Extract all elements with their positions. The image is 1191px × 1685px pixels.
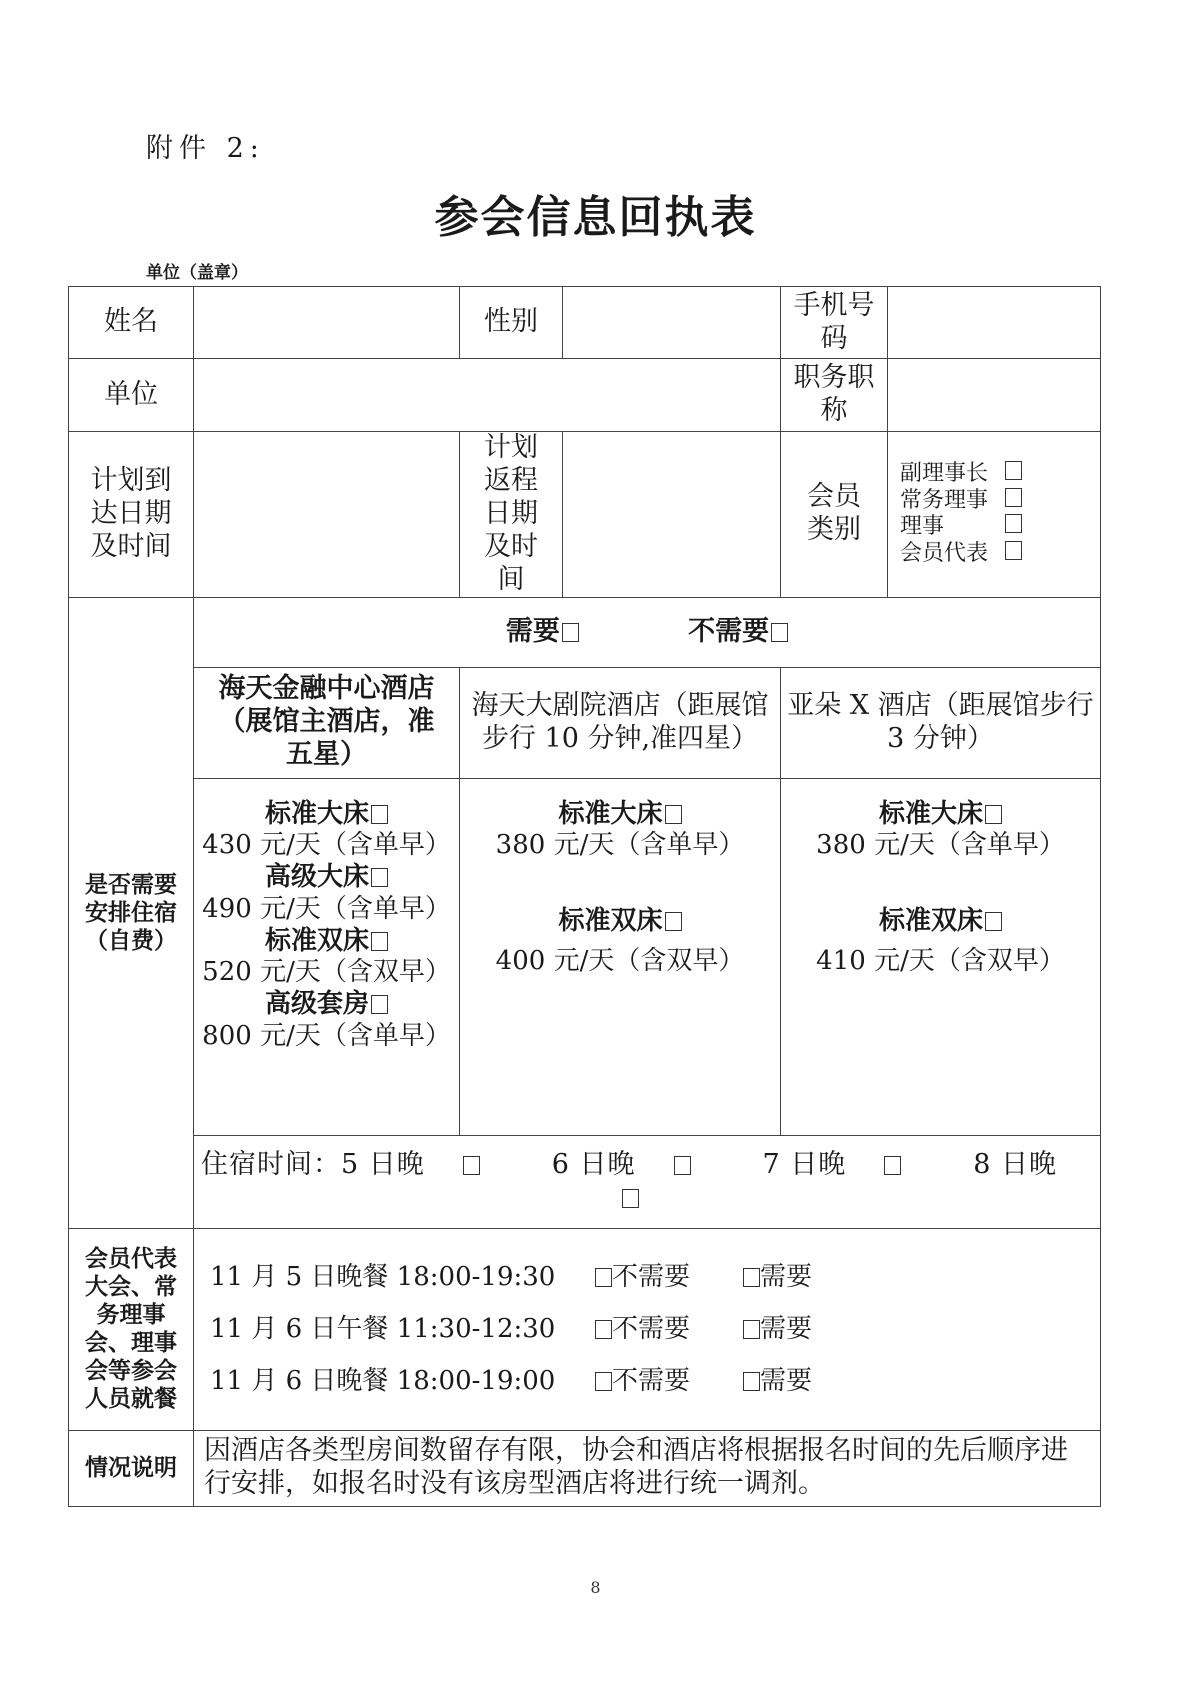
room-option[interactable]: 标准大床	[781, 799, 1100, 831]
checkbox[interactable]	[743, 1320, 760, 1339]
gender-input-cell[interactable]	[563, 287, 781, 359]
member-type-options	[888, 432, 1101, 598]
meals-cell	[194, 1228, 1101, 1430]
return-label: 计划返程日期及时间	[460, 432, 563, 598]
room-price: 430 元/天（含单早）	[202, 830, 451, 861]
hotel-rooms-haitian-theatre	[460, 778, 781, 1135]
row-dates	[69, 432, 1101, 598]
room-option[interactable]: 高级套房	[194, 989, 459, 1021]
registration-form	[68, 286, 1101, 1507]
meal-need-option[interactable]: 需要	[741, 1262, 812, 1292]
member-option-director[interactable]: 理事	[900, 514, 1022, 541]
name-input-cell[interactable]	[194, 287, 460, 359]
room-option[interactable]: 标准双床	[781, 906, 1100, 938]
stay-label: 住宿时间：	[200, 1148, 341, 1180]
checkbox[interactable]	[371, 995, 388, 1014]
room-price: 400 元/天（含双早）	[495, 945, 745, 976]
room-option[interactable]: 高级大床	[194, 862, 459, 894]
phone-label: 手机号码	[781, 287, 888, 359]
unit-stamp-label: 单位（盖章）	[146, 263, 248, 283]
meals-label: 会员代表大会、常务理事会、理事会等参会人员就餐	[69, 1228, 194, 1430]
gender-label: 性别	[460, 287, 563, 359]
room-option[interactable]: 标准大床	[460, 799, 780, 831]
position-input-cell[interactable]	[888, 359, 1101, 432]
member-option-representative[interactable]: 会员代表	[900, 541, 1022, 568]
room-price: 800 元/天（含单早）	[202, 1020, 451, 1051]
hotel-rooms-haitian-financial	[194, 778, 460, 1135]
stay-option-6[interactable]: 6 日晚	[552, 1149, 727, 1180]
member-option-executive-director[interactable]: 常务理事	[900, 488, 1022, 515]
checkbox[interactable]	[743, 1268, 760, 1287]
room-option[interactable]: 标准双床	[194, 926, 459, 958]
checkbox[interactable]	[562, 623, 579, 642]
room-price: 410 元/天（含双早）	[816, 945, 1065, 976]
checkbox[interactable]	[1005, 488, 1022, 507]
meal-no-need-option[interactable]: 不需要	[593, 1303, 741, 1355]
no-need-option[interactable]: 不需要	[688, 616, 788, 647]
stay-option-8[interactable]: 8 日晚	[620, 1149, 1094, 1213]
arrival-label: 计划到达日期及时间	[69, 432, 194, 598]
unit-label: 单位	[69, 359, 194, 432]
room-price: 380 元/天（含单早）	[495, 830, 745, 861]
member-type-label: 会员类别	[781, 432, 888, 598]
accommodation-need-cell	[194, 597, 1101, 667]
meal-need-option[interactable]: 需要	[741, 1366, 812, 1396]
meal-no-need-option[interactable]: 不需要	[593, 1251, 741, 1303]
checkbox[interactable]	[371, 868, 388, 887]
meal-row	[210, 1251, 1100, 1303]
attachment-label: 附件 2:	[146, 133, 265, 164]
checkbox[interactable]	[595, 1320, 612, 1339]
checkbox[interactable]	[622, 1189, 639, 1208]
row-room-types	[69, 778, 1101, 1135]
meal-row	[210, 1303, 1100, 1355]
room-price: 380 元/天（含单早）	[816, 830, 1065, 861]
row-note	[69, 1430, 1101, 1506]
hotel-name-haitian-financial: 海天金融中心酒店（展馆主酒店，准五星）	[194, 667, 460, 778]
checkbox[interactable]	[771, 623, 788, 642]
row-meals	[69, 1228, 1101, 1430]
meal-time: 11 月 6 日晚餐 18:00-19:00	[210, 1366, 556, 1397]
room-price: 490 元/天（含单早）	[202, 893, 451, 924]
checkbox[interactable]	[371, 805, 388, 824]
checkbox[interactable]	[743, 1372, 760, 1391]
checkbox[interactable]	[884, 1156, 901, 1175]
hotel-name-atour-x: 亚朵 X 酒店（距展馆步行 3 分钟）	[781, 667, 1101, 778]
phone-input-cell[interactable]	[888, 287, 1101, 359]
page-number: 8	[590, 1578, 601, 1597]
checkbox[interactable]	[595, 1372, 612, 1391]
hotel-rooms-atour-x	[781, 778, 1101, 1135]
checkbox[interactable]	[595, 1268, 612, 1287]
meal-time: 11 月 6 日午餐 11:30-12:30	[210, 1314, 556, 1345]
accommodation-label: 是否需要安排住宿（自费）	[69, 597, 194, 1228]
row-name	[69, 287, 1101, 359]
room-option[interactable]: 标准双床	[460, 906, 780, 938]
room-option[interactable]: 标准大床	[194, 799, 459, 831]
return-input-cell[interactable]	[563, 432, 781, 598]
arrival-input-cell[interactable]	[194, 432, 460, 598]
row-hotel-names	[69, 667, 1101, 778]
note-text: 因酒店各类型房间数留存有限，协会和酒店将根据报名时间的先后顺序进行安排，如报名时没有该房型酒店将进行统一调剂。	[194, 1430, 1101, 1506]
checkbox[interactable]	[665, 805, 682, 824]
meal-no-need-option[interactable]: 不需要	[593, 1355, 741, 1407]
room-price: 520 元/天（含双早）	[202, 957, 451, 988]
checkbox[interactable]	[371, 932, 388, 951]
unit-input-cell[interactable]	[194, 359, 781, 432]
stay-dates-cell	[194, 1135, 1101, 1228]
row-unit	[69, 359, 1101, 432]
note-label: 情况说明	[69, 1430, 194, 1506]
meal-need-option[interactable]: 需要	[741, 1314, 812, 1344]
need-option[interactable]: 需要	[506, 616, 579, 647]
checkbox[interactable]	[1005, 541, 1022, 560]
position-label: 职务职称	[781, 359, 888, 432]
stay-option-7[interactable]: 7 日晚	[763, 1149, 938, 1180]
checkbox[interactable]	[985, 805, 1002, 824]
row-accommodation-need	[69, 597, 1101, 667]
meal-row	[210, 1355, 1100, 1407]
meal-time: 11 月 5 日晚餐 18:00-19:30	[210, 1262, 556, 1293]
stay-option-5[interactable]: 5 日晚	[341, 1149, 516, 1180]
checkbox[interactable]	[1005, 514, 1022, 533]
hotel-name-haitian-theatre: 海天大剧院酒店（距展馆步行 10 分钟,准四星）	[460, 667, 781, 778]
member-option-vice-chairman[interactable]: 副理事长	[900, 461, 1022, 488]
page-title: 参会信息回执表	[434, 192, 757, 243]
row-stay-dates	[69, 1135, 1101, 1228]
checkbox[interactable]	[463, 1156, 480, 1175]
checkbox[interactable]	[665, 912, 682, 931]
checkbox[interactable]	[985, 912, 1002, 931]
checkbox[interactable]	[1005, 461, 1022, 480]
checkbox[interactable]	[674, 1156, 691, 1175]
name-label: 姓名	[69, 287, 194, 359]
